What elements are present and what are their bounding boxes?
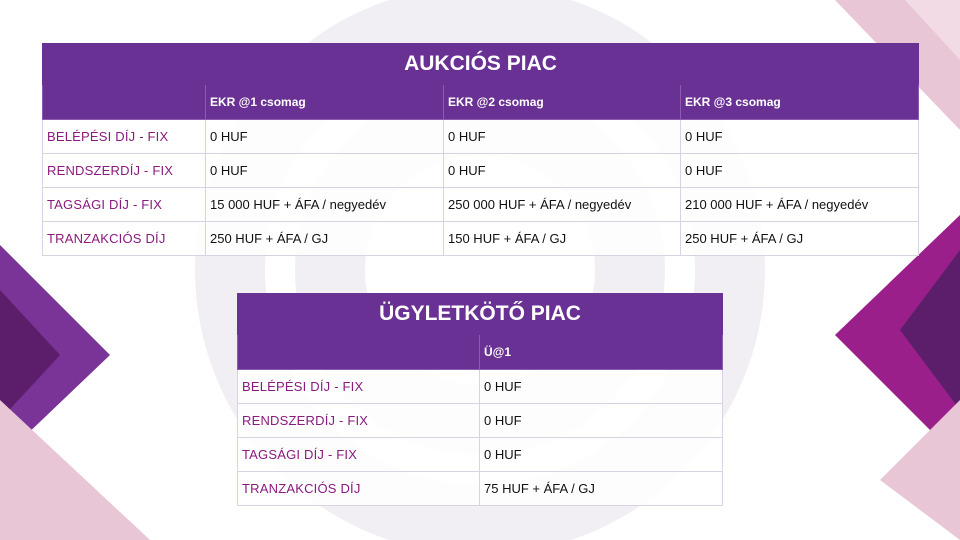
cell-value: 250 HUF + ÁFA / GJ — [206, 222, 444, 256]
cell-value: 210 000 HUF + ÁFA / negyedév — [681, 188, 919, 222]
cell-value: 0 HUF — [681, 120, 919, 154]
cell-value: 250 000 HUF + ÁFA / negyedév — [444, 188, 681, 222]
deal-header-empty — [238, 335, 480, 370]
deal-table-title: ÜGYLETKÖTŐ PIAC — [238, 294, 723, 335]
row-label: RENDSZERDÍJ - FIX — [43, 154, 206, 188]
auction-header-ekr3: EKR @3 csomag — [681, 85, 919, 120]
row-label: TAGSÁGI DÍJ - FIX — [238, 438, 480, 472]
auction-table-title: AUKCIÓS PIAC — [43, 44, 919, 85]
table-row — [238, 404, 723, 438]
row-label: TAGSÁGI DÍJ - FIX — [43, 188, 206, 222]
cell-value: 0 HUF — [480, 370, 723, 404]
right-pink-shape — [880, 400, 960, 540]
row-label: TRANZAKCIÓS DÍJ — [43, 222, 206, 256]
deal-market-table — [237, 293, 723, 506]
row-label: BELÉPÉSI DÍJ - FIX — [238, 370, 480, 404]
auction-market-table — [42, 43, 919, 256]
deal-header-u1: Ü@1 — [480, 335, 723, 370]
table-row — [43, 120, 919, 154]
table-row — [43, 188, 919, 222]
row-label: RENDSZERDÍJ - FIX — [238, 404, 480, 438]
auction-header-empty — [43, 85, 206, 120]
cell-value: 250 HUF + ÁFA / GJ — [681, 222, 919, 256]
table-row — [238, 370, 723, 404]
cell-value: 0 HUF — [480, 438, 723, 472]
cell-value: 0 HUF — [681, 154, 919, 188]
cell-value: 0 HUF — [480, 404, 723, 438]
cell-value: 0 HUF — [444, 120, 681, 154]
cell-value: 0 HUF — [444, 154, 681, 188]
auction-header-ekr2: EKR @2 csomag — [444, 85, 681, 120]
table-row — [238, 472, 723, 506]
cell-value: 15 000 HUF + ÁFA / negyedév — [206, 188, 444, 222]
row-label: TRANZAKCIÓS DÍJ — [238, 472, 480, 506]
cell-value: 150 HUF + ÁFA / GJ — [444, 222, 681, 256]
cell-value: 0 HUF — [206, 120, 444, 154]
cell-value: 0 HUF — [206, 154, 444, 188]
table-row — [238, 438, 723, 472]
cell-value: 75 HUF + ÁFA / GJ — [480, 472, 723, 506]
bottom-left-pink-shape — [0, 400, 150, 540]
row-label: BELÉPÉSI DÍJ - FIX — [43, 120, 206, 154]
auction-header-ekr1: EKR @1 csomag — [206, 85, 444, 120]
table-row — [43, 154, 919, 188]
table-row — [43, 222, 919, 256]
